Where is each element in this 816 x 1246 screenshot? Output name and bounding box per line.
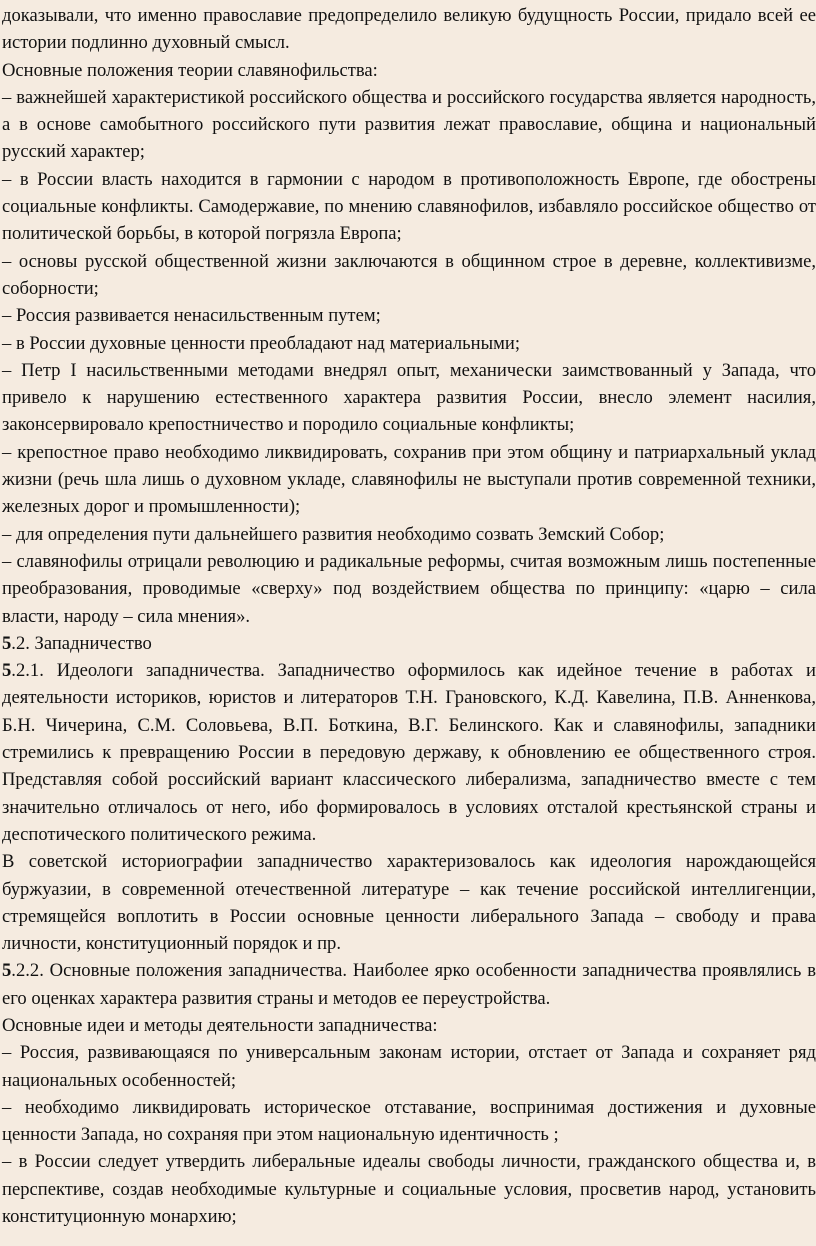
list-item-zemsky-sobor: – для определения пути дальнейшего развития необходимо созвать Земский Собор; — [2, 523, 665, 545]
list-item-backwardness: – необходимо ликвидировать историческое отставание, воспринимая достижения и духовные ценности Запада, но сохраняя при этом национальную идентичность ; — [2, 1096, 816, 1146]
list-item-peter: – Петр I насильственными методами внедрял опыт, механически заимствованный у Запада, что привело к нарушению естественного характера развития России, внесло элемент насилия, законсервировало крепостничество и породило социальные конфликты; — [2, 359, 816, 436]
section-number: 5 — [2, 660, 12, 682]
list-item-nonviolent: – Россия развивается ненасильственным путем; — [2, 305, 381, 327]
list-item-liberal-ideals: – в России следует утвердить либеральные идеалы свободы личности, гражданского общества и, в перспективе, создав необходимые культурные и социальные условия, просветив народ, установить конституционную монархию; — [2, 1151, 816, 1228]
paragraph-intro-end: доказывали, что именно православие предопределило великую будущность России, придало всей ее истории подлинно духовный смысл. — [2, 5, 816, 54]
paragraph-westernism-heading: Основные идеи и методы деятельности западничества: — [2, 1014, 438, 1036]
list-item-narodnost: – важнейшей характеристикой российского общества и российского государства является народность, а в основе самобытного российского пути развития лежат православие, община и национальный русский характер; — [2, 86, 816, 163]
paragraph-main-positions: 5.2.2. Основные положения западничества. Наиболее ярко особенности западничества проявлялись в его оценках характера развития страны и методов ее переустройства. — [2, 960, 816, 1009]
paragraph-ideologists: 5.2.1. Идеологи западничества. Западничество оформилось как идейное течение в работах и деятельности историков, юристов и литераторов Т.Н. Грановского, К.Д. Кавелина, П.В. Анненкова, Б.Н. Чичерина, С.М. Соловьева, В.П. Боткина, В.Г. Белинского. Как и славянофилы, западники стремились к превращению России в передовую державу, к обновлению ее общественного строя. Представляя собой российский вариант классического либерализма, западничество вместе с тем значительно отличалось от него, ибо формировалось в условиях отсталой крестьянской страны и деспотического политического режима. — [2, 660, 816, 845]
list-item-reforms: – славянофилы отрицали революцию и радикальные реформы, считая возможным лишь постепенные преобразования, проводимые «сверху» под воздействием общества по принципу: «царю – сила власти, народу – сила мнения». — [2, 550, 816, 627]
list-item-universal-laws: – Россия, развивающаяся по универсальным законам истории, отстает от Запада и сохраняет ряд национальных особенностей; — [2, 1042, 816, 1091]
list-item-harmony: – в России власть находится в гармонии с народом в противоположность Европе, где обострены социальные конфликты. Самодержавие, по мнению славянофилов, избавляло российское общество от политической борьбы, в которой погрязла Европа; — [2, 168, 816, 245]
paragraph-historiography: В советской историографии западничество характеризовалось как идеология нарождающейся буржуазии, в современной отечественной литературе – как течение российской интеллигенции, стремящейся воплотить в России основные ценности либерального Запада – свободу и права личности, конституционный порядок и пр. — [2, 851, 816, 955]
list-item-spiritual: – в России духовные ценности преобладают над материальными; — [2, 332, 520, 354]
list-item-serfdom: – крепостное право необходимо ликвидировать, сохранив при этом общину и патриархальный уклад жизни (речь шла лишь о духовном укладе, славянофилы не выступали против современной техники, железных дорог и промышленности); — [2, 441, 816, 518]
section-heading-westernism: 5.2. Западничество — [2, 632, 152, 654]
section-number: 5 — [2, 632, 12, 654]
list-item-community: – основы русской общественной жизни заключаются в общинном строе в деревне, коллективизме, соборности; — [2, 250, 816, 299]
section-number: 5 — [2, 960, 12, 982]
paragraph-slavophile-heading: Основные положения теории славянофильства: — [2, 59, 378, 81]
